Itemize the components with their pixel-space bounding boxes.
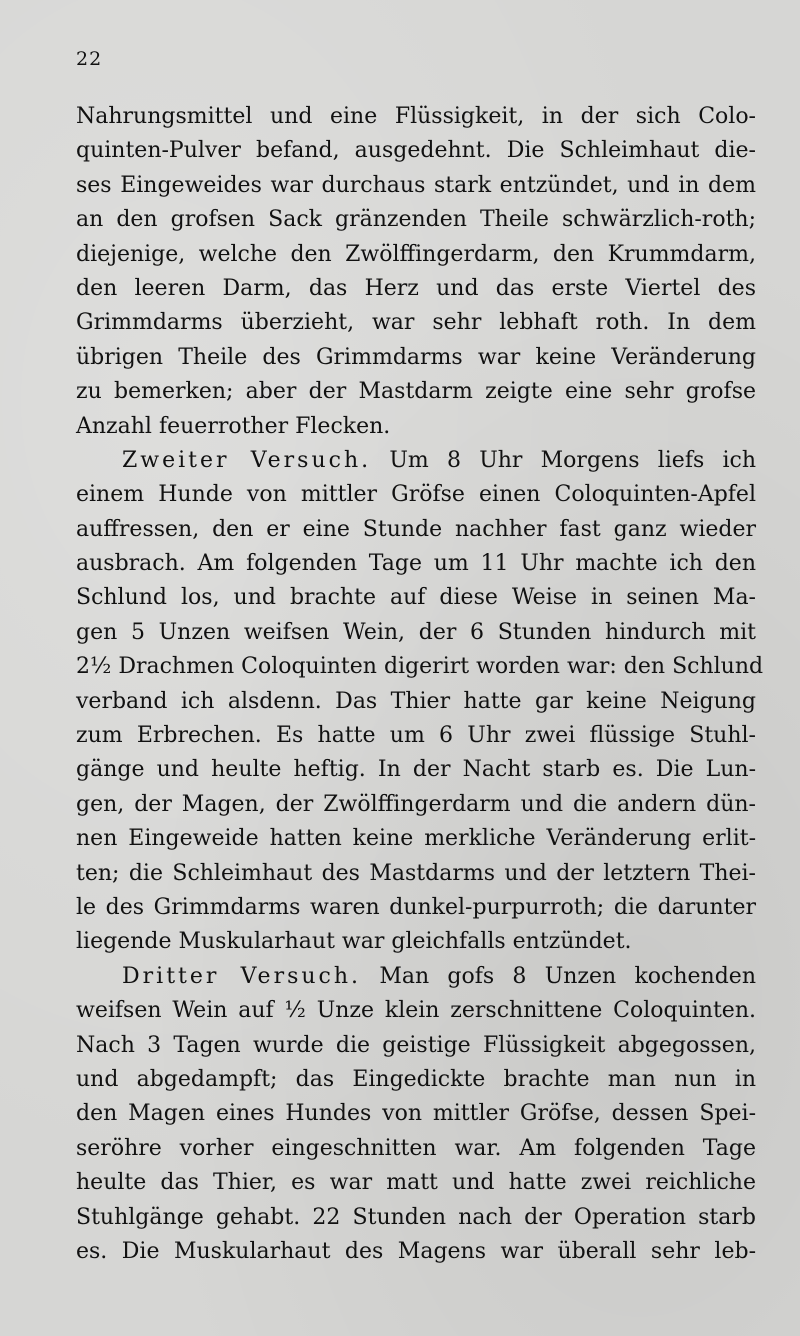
text-line: verband ich alsdenn. Das Thier hatte gar keine Neigung [76, 688, 756, 714]
text-line: zu bemerken; aber der Mastdarm zeigte eine sehr grofse [76, 379, 756, 405]
text-line: 2½ Drachmen Coloquinten digerirt worden war: den Schlund [76, 654, 764, 680]
text-line: Nach 3 Tagen wurde die geistige Flüssigkeit abgegossen, [76, 1032, 756, 1058]
text-line: gänge und heulte heftig. In der Nacht starb es. Die Lun- [76, 757, 756, 783]
text-line: Man gofs 8 Unzen kochenden [379, 963, 756, 989]
text-line: gen, der Magen, der Zwölffingerdarm und die andern dün- [76, 791, 756, 817]
text-line: Nahrungsmittel und eine Flüssigkeit, in der sich Colo- [76, 104, 756, 129]
text-line: und abgedampft; das Eingedickte brachte man nun in [76, 1066, 756, 1092]
text-line: quinten-Pulver befand, ausgedehnt. Die Schleimhaut die- [76, 138, 756, 164]
page-number: 22 [76, 48, 103, 70]
text-line: den Magen eines Hundes von mittler Gröfse, dessen Spei- [76, 1101, 756, 1127]
text-line: seröhre vorher eingeschnitten war. Am folgenden Tage [76, 1135, 756, 1161]
paragraph-first-line [76, 960, 756, 994]
text-line: es. Die Muskularhaut des Magens war überall sehr leb- [76, 1238, 756, 1264]
text-line: Schlund los, und brachte auf diese Weise in seinen Ma- [76, 585, 756, 611]
section-heading: Dritter Versuch. [122, 963, 362, 989]
text-line: diejenige, welche den Zwölffingerdarm, den Krummdarm, [76, 241, 756, 267]
text-line: ten; die Schleimhaut des Mastdarms und der letztern Thei- [76, 860, 756, 886]
text-line: heulte das Thier, es war matt und hatte zwei reichliche [76, 1170, 756, 1196]
text-line: zum Erbrechen. Es hatte um 6 Uhr zwei flüssige Stuhl- [76, 723, 756, 749]
text-line: liegende Muskularhaut war gleichfalls entzündet. [76, 929, 632, 955]
text-line: Grimmdarms überzieht, war sehr lebhaft roth. In dem [76, 310, 756, 336]
text-line: übrigen Theile des Grimmdarms war keine Veränderung [76, 344, 756, 370]
paragraph-first-line [76, 444, 756, 478]
body-text [76, 100, 764, 1269]
text-line: auffressen, den er eine Stunde nachher fast ganz wieder [76, 516, 756, 542]
text-line: Um 8 Uhr Morgens liefs ich [389, 447, 757, 473]
text-line: ses Eingeweides war durchaus stark entzündet, und in dem [76, 172, 756, 198]
section-heading: Zweiter Versuch. [122, 447, 372, 473]
text-line: nen Eingeweide hatten keine merkliche Veränderung erlit- [76, 826, 756, 852]
text-line: gen 5 Unzen weifsen Wein, der 6 Stunden hindurch mit [76, 619, 756, 645]
text-line: weifsen Wein auf ½ Unze klein zerschnittene Coloquinten. [76, 998, 756, 1024]
text-line: Stuhlgänge gehabt. 22 Stunden nach der Operation starb [76, 1204, 756, 1230]
text-line: Anzahl feuerrother Flecken. [76, 413, 391, 439]
text-line: an den grofsen Sack gränzenden Theile schwärzlich-roth; [76, 207, 756, 233]
text-line: den leeren Darm, das Herz und das erste Viertel des [76, 275, 756, 301]
text-line: ausbrach. Am folgenden Tage um 11 Uhr machte ich den [76, 551, 756, 577]
text-line: le des Grimmdarms waren dunkel-purpurroth; die darunter [76, 894, 756, 920]
text-line: einem Hunde von mittler Gröfse einen Coloquinten-Apfel [76, 482, 756, 508]
